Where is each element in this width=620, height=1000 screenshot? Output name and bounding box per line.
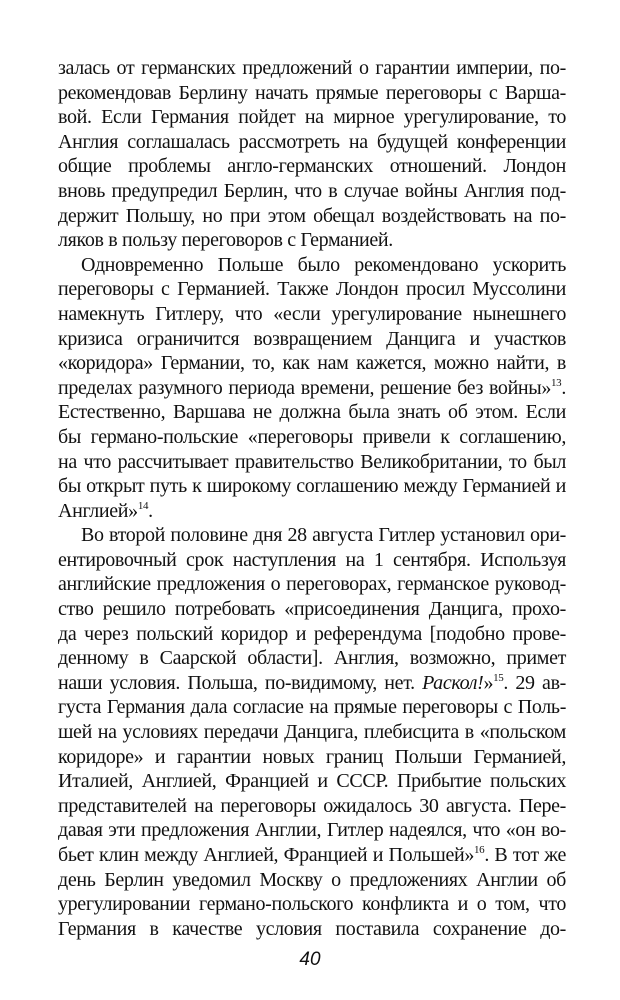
- text-segment: кризиса ограничится возвращением Данцига и участков: [58, 327, 566, 350]
- text-segment: да через польский коридор и референдума [подобно прове-: [58, 622, 566, 645]
- text-line: [58, 671, 566, 696]
- text-line: [58, 769, 566, 794]
- text-line: [58, 818, 566, 843]
- text-segment: бы германо-польские «переговоры привели к соглашению,: [58, 425, 566, 448]
- text-segment: бы открыт путь к широкому соглашению между Германией и: [58, 475, 566, 498]
- text-line: [58, 572, 566, 597]
- text-segment: общие проблемы англо-германских отношений. Лондон: [58, 155, 566, 178]
- text-line: [58, 794, 566, 819]
- footnote-ref: 13: [551, 376, 562, 389]
- text-line: [58, 892, 566, 917]
- text-line: [58, 228, 566, 253]
- text-segment: на что рассчитывает правительство Великобритании, то был: [58, 450, 566, 473]
- text-line: [58, 917, 566, 942]
- text-line: [58, 474, 566, 499]
- text-segment: Англией»: [58, 499, 138, 522]
- text-segment: залаcь от германских предложений о гарантии империи, по-: [58, 57, 566, 79]
- text-segment: шей на условиях передачи Данцига, плебисцита в «польском: [58, 721, 566, 744]
- text-segment: английские предложения о переговорах, германское руковод-: [58, 573, 566, 596]
- book-page-text: [58, 56, 566, 941]
- text-segment: держит Польшу, но при этом обещал воздействовать на по-: [58, 204, 566, 227]
- text-line: [58, 154, 566, 179]
- text-line: [58, 105, 566, 130]
- text-line: [58, 548, 566, 573]
- text-segment: Англия соглашалась рассмотреть на будущей конференции: [58, 130, 566, 153]
- text-line: [58, 720, 566, 745]
- page-number: 40: [299, 949, 321, 970]
- text-line: [58, 327, 566, 352]
- text-segment: давая эти предложения Англии, Гитлер надеялся, что «он во-: [58, 819, 566, 842]
- text-line: [58, 450, 566, 475]
- text-segment: Германия в качестве условия поставила сохранение до-: [58, 917, 566, 940]
- text-line: [58, 843, 566, 868]
- text-line: [58, 425, 566, 450]
- text-segment: вой. Если Германия пойдет на мирное урегулирование, то: [58, 106, 566, 129]
- text-line: [58, 253, 566, 278]
- text-segment: «коридора» Германии, то, как нам кажется, можно найти, в: [58, 352, 566, 375]
- text-line: [58, 302, 566, 327]
- text-segment: урегулировании германо-польского конфликта и о том, что: [58, 893, 566, 916]
- text-segment: ляков в пользу переговоров с Германией.: [58, 229, 393, 252]
- text-segment: .: [148, 499, 153, 522]
- text-line: [58, 646, 566, 671]
- text-line: [58, 376, 566, 401]
- text-segment: пределах разумного периода времени, решение без войны»: [58, 376, 552, 399]
- text-segment: .: [561, 376, 566, 399]
- text-line: [58, 81, 566, 106]
- text-segment: . 29 ав-: [503, 671, 566, 694]
- text-segment: представителей на переговоры ожидалось 30 августа. Пере-: [58, 794, 566, 817]
- text-segment: густа Германия дала согласие на прямые переговоры с Поль-: [58, 696, 566, 719]
- text-segment: день Берлин уведомил Москву о предложениях Англии об: [58, 868, 566, 891]
- text-line: [58, 400, 566, 425]
- text-segment: бьет клин между Англией, Францией и Польшей»: [58, 844, 474, 866]
- text-segment: Естественно, Варшава не должна была знать об этом. Если: [58, 401, 566, 424]
- text-segment: рекомендовав Берлину начать прямые переговоры с Варша-: [58, 81, 566, 104]
- footnote-ref: 15: [493, 671, 504, 684]
- text-segment: Одновременно Польше было рекомендовано ускорить: [81, 253, 566, 276]
- text-segment: ентировочный срок наступления на 1 сентября. Используя: [58, 548, 566, 571]
- text-line: [58, 695, 566, 720]
- text-segment: переговоры с Германией. Также Лондон просил Муссолини: [58, 278, 566, 301]
- text-line: [58, 745, 566, 770]
- text-segment: намекнуть Гитлеру, что «если урегулирование нынешнего: [58, 302, 566, 325]
- text-line: [58, 499, 566, 524]
- text-segment: денному в Саарской области]. Англия, возможно, примет: [58, 647, 566, 670]
- text-line: [58, 204, 566, 229]
- footnote-ref: 16: [474, 844, 485, 856]
- text-line: [58, 56, 566, 81]
- text-line: [58, 351, 566, 376]
- text-segment: ство решило потребовать «присоединения Данцига, прохо-: [58, 598, 566, 621]
- text-segment: Италией, Англией, Францией и СССР. Прибытие польских: [58, 770, 566, 793]
- text-line: [58, 597, 566, 622]
- text-line: [58, 622, 566, 647]
- text-segment: . В тот же: [484, 844, 566, 866]
- text-segment: коридоре» и гарантии новых границ Польши Германией,: [58, 745, 566, 768]
- italic-text: Раскол!: [422, 671, 484, 694]
- text-segment: »: [483, 671, 494, 694]
- text-line: [58, 130, 566, 155]
- text-segment: наши условия. Польша, по-видимому, нет.: [58, 671, 423, 694]
- text-line: [58, 277, 566, 302]
- text-segment: Во второй половине дня 28 августа Гитлер установил ори-: [81, 524, 566, 547]
- text-line: [58, 868, 566, 893]
- text-line: [58, 179, 566, 204]
- text-line: [58, 523, 566, 548]
- footnote-ref: 14: [137, 499, 149, 512]
- text-segment: вновь предупредил Берлин, что в случае войны Англия под-: [58, 179, 566, 202]
